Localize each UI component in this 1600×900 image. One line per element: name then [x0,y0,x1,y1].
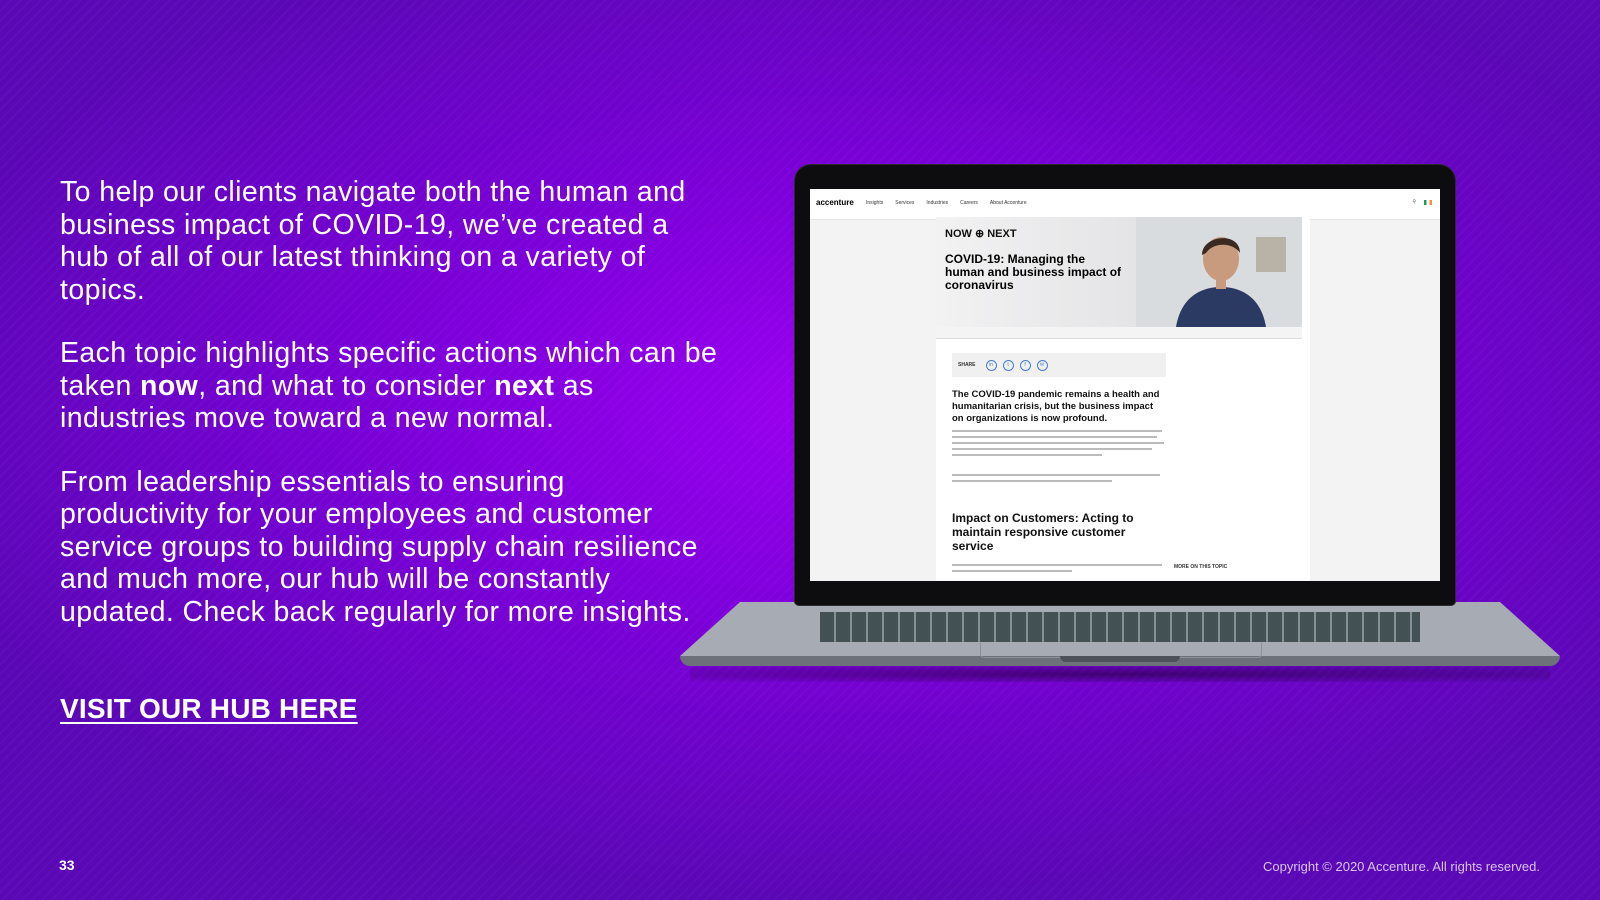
laptop-lid [795,165,1455,605]
article-lead: The COVID-19 pandemic remains a health and humanitarian crisis, but the business impact on organizations is now profound. [952,389,1160,424]
article-tabs [936,327,1302,339]
next-emphasis: next [494,369,555,402]
article-page [936,217,1310,581]
site-nav-right [1412,199,1432,205]
website-screenshot [810,189,1440,581]
article-body-placeholder [952,473,1166,487]
search-icon: ⚲ [1412,199,1416,205]
laptop-shadow [690,666,1550,682]
visit-hub-link[interactable]: VISIT OUR HUB HERE [60,693,358,724]
copyright-text: Copyright © 2020 Accenture. All rights reserved. [1263,859,1540,874]
now-emphasis: now [140,369,199,402]
accenture-logo: accenture [816,198,854,207]
more-on-topic-label: MORE ON THIS TOPIC [1174,564,1228,570]
facebook-icon[interactable]: f [1020,360,1031,371]
nav-item: Careers [960,200,978,206]
section-text-placeholder [952,563,1166,577]
intro-paragraph: To help our clients navigate both the human and business impact of COVID-19, we’ve created a hub of all of our latest thinking on a variety of topics. [60,176,686,306]
laptop-keyboard [820,612,1420,642]
page-number: 33 [59,857,75,873]
hero-person-image [1136,217,1302,327]
share-bar [952,353,1166,377]
laptop-notch [1060,656,1180,662]
site-nav [810,189,1440,220]
hub-paragraph: From leadership essentials to ensuring productivity for your employees and customer service groups to building supply chain resilience and much more, our hub will be constantly updated. Check back regularly for more insights. [60,465,698,628]
slide-text [60,176,720,659]
hero-banner [936,217,1302,327]
section-title: Impact on Customers: Acting to maintain responsive customer service [952,511,1134,553]
nav-item: Insights [866,200,884,206]
nav-item: Services [895,200,915,206]
now-next-badge: NOW ⊕ NEXT [945,228,1017,240]
now-next-paragraph: Each topic highlights specific actions which can be taken now, and what to consider next as industries move toward a new normal. [60,337,718,434]
linkedin-icon[interactable]: in [986,360,997,371]
hero-title: COVID-19: Managing the human and business impact of coronavirus [945,252,1122,292]
laptop-mockup [680,160,1560,700]
email-icon[interactable]: ✉ [1037,360,1048,371]
site-nav-links [866,200,1027,206]
flag-icon [1424,200,1432,205]
article-body-placeholder [952,429,1166,465]
twitter-icon[interactable]: t [1003,360,1014,371]
nav-item: About Accenture [989,200,1027,206]
nav-item: Industries [926,200,949,206]
share-label: SHARE [958,362,976,368]
